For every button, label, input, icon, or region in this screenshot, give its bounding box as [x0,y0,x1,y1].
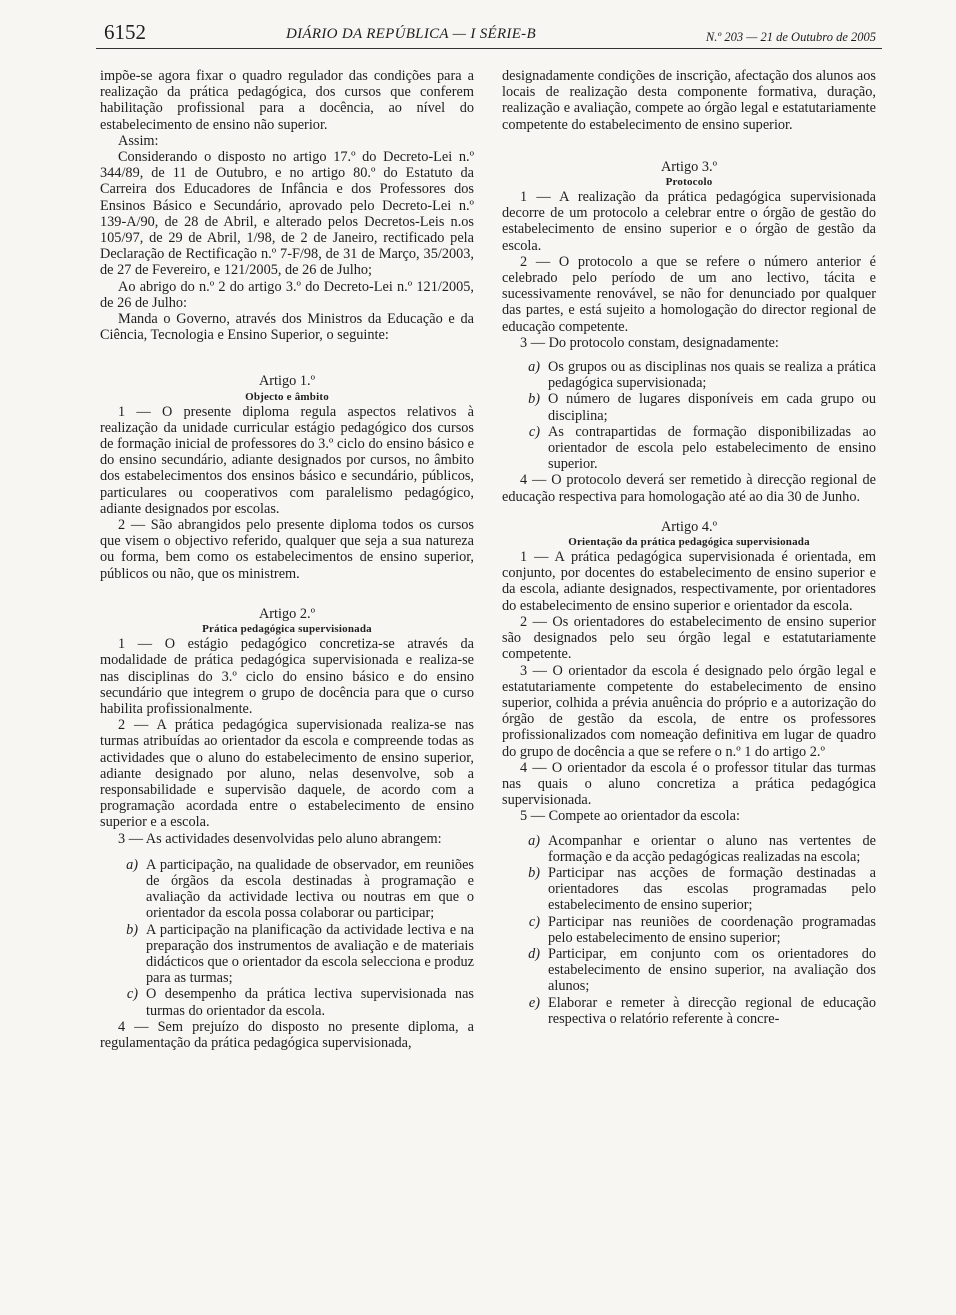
list-item-label: a) [528,832,540,849]
list [502,833,876,1027]
list [100,857,474,1019]
list-item-text: As contrapartidas de formação disponibilizadas ao orientador de escola pelo estabelecimento de ensino superior. [548,423,876,473]
list-item-label: c) [528,913,540,930]
paragraph: Considerando o disposto no artigo 17.º do Decreto-Lei n.º 344/89, de 11 de Outubro, e no artigo 80.º do Estatuto da Carreira dos Educadores de Infância e dos Professores dos Ensinos Básico e Secundário, aprovado pelo Decreto-Lei n.º 139-A/90, de 28 de Abril, e alterado pelos Decretos-Leis n.os 105/97, de 29 de Abril, 1/98, de 2 de Janeiro, rectificado pela Declaração de Rectificação n.º 7-F/98, de 31 de Março, 35/2003, de 27 de Fevereiro, e 121/2005, de 26 de Julho; [100,149,474,279]
list-item-text: O número de lugares disponíveis em cada grupo ou disciplina; [548,391,876,424]
paragraph: 3 — Do protocolo constam, designadamente: [520,334,779,351]
page-number: 6152 [104,20,146,44]
list-item [502,833,876,865]
paragraph: Assim: [118,132,159,149]
paragraph: 2 — O protocolo a que se refere o número anterior é celebrado pelo período de um ano lectivo, tácita e sucessivamente renovável, se não for denunciado por qualquer das partes, e está sujeito a homologação do director regional de educação competente. [502,253,876,335]
list-item-label: e) [528,994,540,1011]
article-title: Artigo 3.º [660,158,718,175]
paragraph: 4 — Sem prejuízo do disposto no presente diploma, a regulamentação da prática pedagógica supervisionada, [100,1018,474,1051]
list-item-label: b) [126,921,138,938]
list-item [100,857,474,922]
list-item-label: c) [126,986,138,1003]
list-item-text: Acompanhar e orientar o aluno nas vertentes de formação e da acção pedagógicas realizadas na escola; [548,832,876,865]
article-title: Artigo 4.º [660,518,718,535]
paragraph: 2 — Os orientadores do estabelecimento de ensino superior são designados pelo seu órgão legal e estatutariamente competente. [502,613,876,663]
list-item-label: c) [528,423,540,440]
list-item-label: a) [126,856,138,873]
list-item-text: Elaborar e remeter à direcção regional de educação respectiva o relatório referente à concre- [548,994,876,1027]
list-item-text: A participação na planificação da actividade lectiva e na preparação dos instrumentos de avaliação e de materiais didácticos que o orientador da escola selecciona e produz para as turmas; [146,921,474,987]
paragraph: 1 — O presente diploma regula aspectos relativos à realização da unidade curricular estágio pedagógico dos cursos de formação inicial de professores do 3.º ciclo do ensino básico e do ensino secundário, adiante designados por cursos, no âmbito dos estabelecimentos dos ensinos básico e secundário, públicos, particulares ou cooperativos com paralelismo pedagógico, adiante designados por escolas. [100,403,474,517]
list-item [100,986,474,1018]
list-item [502,424,876,473]
list-item-label: d) [528,945,540,962]
paragraph: Manda o Governo, através dos Ministros da Educação e da Ciência, Tecnologia e Ensino Superior, o seguinte: [100,311,474,344]
header-rule [96,48,882,49]
list-item-text: Participar nas reuniões de coordenação programadas pelo estabelecimento de ensino superior; [548,913,876,946]
paragraph: 3 — As actividades desenvolvidas pelo aluno abrangem: [118,830,442,847]
paragraph: 4 — O orientador da escola é o professor titular das turmas nas quais o aluno concretiza a prática pedagógica supervisionada. [502,759,876,809]
paragraph: 3 — O orientador da escola é designado pelo órgão legal e estatutariamente competente do estabelecimento de ensino superior, colhida a prévia anuência do próprio e a autorização do órgão de gestão da escola, de entre os professores profissionalizados com nomeação definitiva em lugar de quadro do grupo de docência a que se refere o n.º 1 do artigo 2.º [502,662,876,760]
list-item-text: Os grupos ou as disciplinas nos quais se realiza a prática pedagógica supervisionada; [548,359,876,392]
article-subtitle: Orientação da prática pedagógica supervisionada [568,536,810,549]
article-title: Artigo 1.º [258,373,316,390]
paragraph: 5 — Compete ao orientador da escola: [520,808,740,825]
list-item-text: Participar nas acções de formação destinadas a orientadores das escolas programadas pelo estabelecimento de ensino superior; [548,864,876,914]
list-item-label: b) [528,391,540,408]
paragraph: 4 — O protocolo deverá ser remetido à direcção regional de educação respectiva para homologação até ao dia 30 de Junho. [502,472,876,505]
paragraph: 2 — São abrangidos pelo presente diploma todos os cursos que visem o objectivo referido, qualquer que seja a sua natureza ou forma, bem como os estabelecimentos de ensino superior, públicos ou não, que os ministrem. [100,517,474,582]
list [502,359,876,472]
paragraph: designadamente condições de inscrição, afectação dos alunos aos locais de realização desta componente formativa, duração, realização e avaliação, compete ao órgão legal e estatutariamente competente do estabelecimento de ensino superior. [502,68,876,133]
list-item-label: b) [528,864,540,881]
paragraph: 1 — A realização da prática pedagógica supervisionada decorre de um protocolo a celebrar entre o órgão de gestão do estabelecimento de ensino superior e o órgão de gestão da escola. [502,189,876,254]
paragraph: impõe-se agora fixar o quadro regulador das condições para a realização da prática pedagógica, dos cursos que conferem habilitação profissional para a docência, ao nível do estabelecimento de ensino não superior. [100,68,474,133]
list-item-text: O desempenho da prática lectiva supervisionada nas turmas do orientador da escola. [146,986,474,1019]
right-column [502,68,876,1027]
article-subtitle: Protocolo [665,176,713,189]
list-item-label: a) [528,359,540,376]
list-item [502,946,876,995]
paragraph: 1 — A prática pedagógica supervisionada é orientada, em conjunto, por docentes do estabelecimento de ensino superior e da escola, adiante designados, respectivamente, por orientadores do estabelecimento de ensino superior e orientador da escola. [502,549,876,614]
page-header [96,18,882,52]
list-item [502,995,876,1027]
paragraph: Ao abrigo do n.º 2 do artigo 3.º do Decreto-Lei n.º 121/2005, de 26 de Julho: [100,278,474,311]
list-item [502,391,876,423]
article-title: Artigo 2.º [258,605,316,622]
paragraph: 1 — O estágio pedagógico concretiza-se através da modalidade de prática pedagógica supervisionada e realiza-se nas disciplinas do 3.º ciclo do ensino básico e do ensino secundário que integrem o grupo de docência para que o curso habilita profissionalmente. [100,636,474,717]
list-item [502,865,876,914]
article-subtitle: Prática pedagógica supervisionada [202,623,372,636]
list-item [502,359,876,391]
list-item-text: Participar, em conjunto com os orientadores do estabelecimento de ensino superior, na avaliação dos alunos; [548,945,876,995]
paragraph: 2 — A prática pedagógica supervisionada realiza-se nas turmas atribuídas ao orientador da escola e compreende todas as actividades que o aluno do estabelecimento de ensino superior, adiante designado por aluno, nelas desenvolve, sob a responsabilidade e supervisão daquele, de acordo com a programação acordada entre o estabelecimento de ensino superior e a escola. [100,717,474,831]
list-item-text: A participação, na qualidade de observador, em reuniões de órgãos da escola destinadas à programação e avaliação da actividade lectiva ou noutras em que o orientador da escola possa colaborar ou participar; [146,856,474,922]
list-item [502,914,876,946]
journal-title: DIÁRIO DA REPÚBLICA — I SÉRIE-B [286,26,536,42]
list-item [100,922,474,987]
left-column [100,68,474,1051]
issue-info: N.º 203 — 21 de Outubro de 2005 [705,30,876,44]
article-subtitle: Objecto e âmbito [245,390,329,403]
